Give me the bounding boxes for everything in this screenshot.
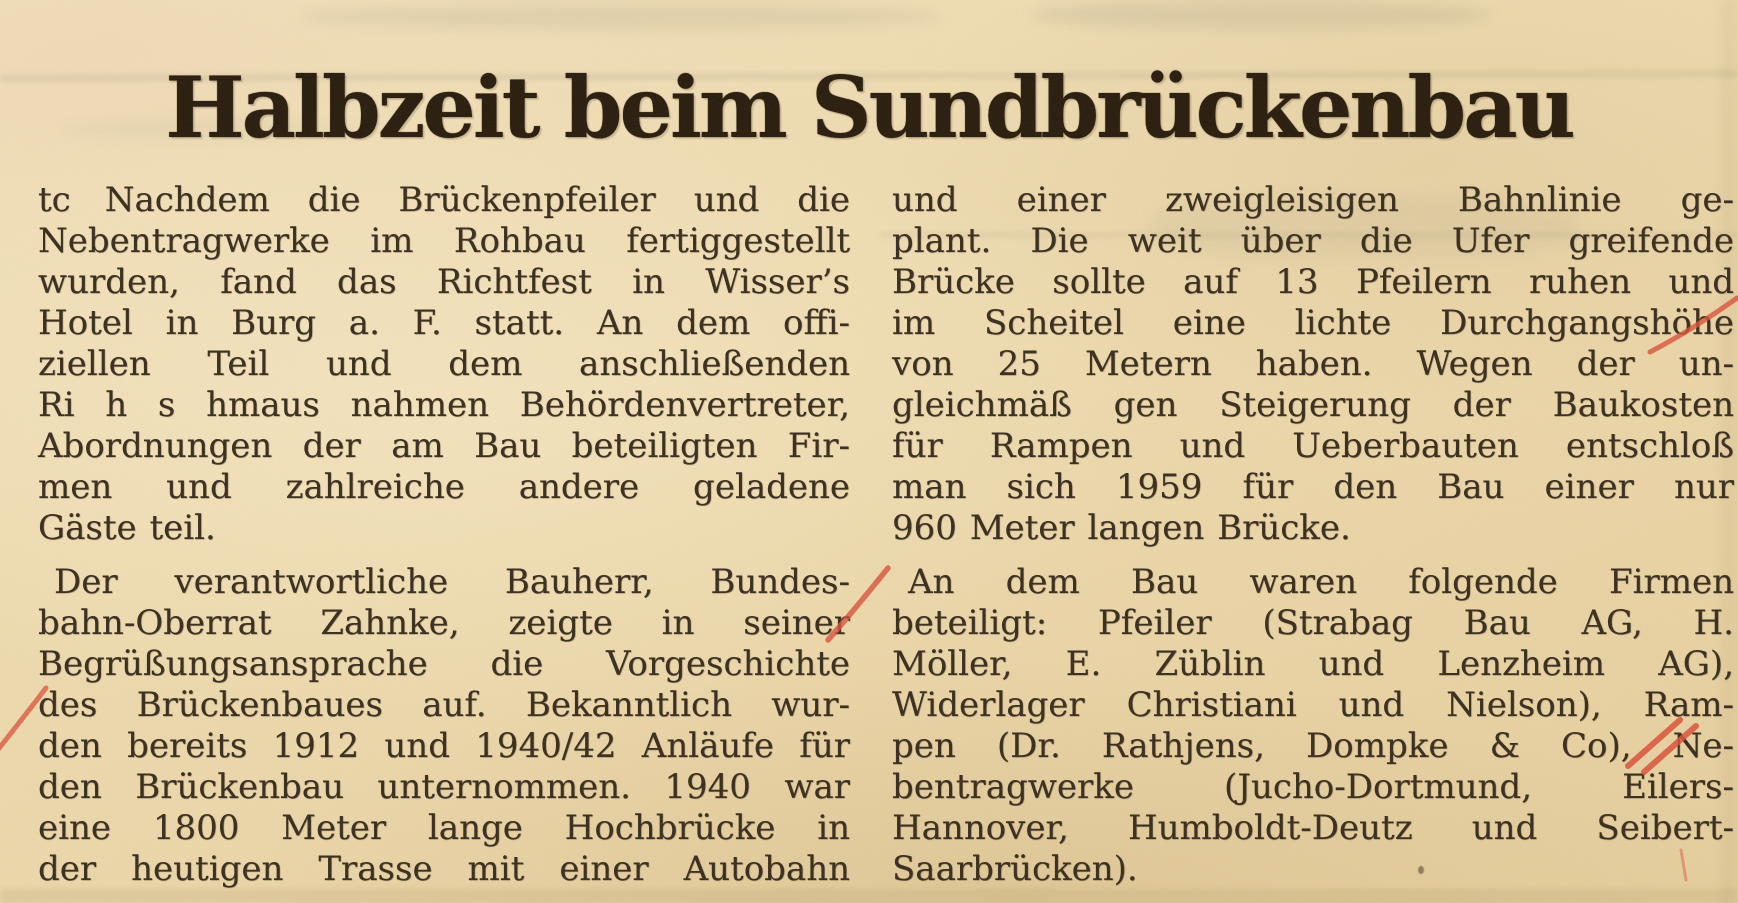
text-line: im Scheitel eine lichte Durchgangshöhe: [892, 303, 1734, 343]
text-line: gleichmäß gen Steigerung der Baukosten: [892, 385, 1734, 425]
text-line: Saarbrücken).: [892, 849, 1138, 889]
text-line: Der verantwortliche Bauherr, Bundes-: [54, 562, 850, 602]
text-line: pen (Dr. Rathjens, Dompke & Co), Ne-: [892, 726, 1734, 766]
print-through-smudge: [300, 4, 940, 30]
text-line: Widerlager Christiani und Nielson), Ram-: [892, 685, 1734, 725]
paragraph: [892, 180, 1734, 549]
text-line: bentragwerke (Jucho-Dortmund, Eilers-: [892, 767, 1734, 807]
text-line: und einer zweigleisigen Bahnlinie ge-: [892, 180, 1734, 220]
article-column-right: [892, 180, 1734, 890]
text-line: plant. Die weit über die Ufer greifende: [892, 221, 1734, 261]
text-line: Hannover, Humboldt-Deutz und Seibert-: [892, 808, 1734, 848]
text-line: ziellen Teil und dem anschließenden: [38, 344, 850, 384]
paragraph: [38, 562, 850, 890]
text-line: bahn-Oberrat Zahnke, zeigte in seiner: [38, 603, 850, 643]
text-line: Hotel in Burg a. F. statt. An dem offi-: [38, 303, 850, 343]
text-line: Gäste teil.: [38, 508, 216, 548]
text-line: wurden, fand das Richtfest in Wisser’s: [38, 262, 850, 302]
text-line: Abordnungen der am Bau beteiligten Fir-: [38, 426, 850, 466]
text-line: für Rampen und Ueberbauten entschloß: [892, 426, 1734, 466]
text-line: von 25 Metern haben. Wegen der un-: [892, 344, 1734, 384]
text-line: men und zahlreiche andere geladene: [38, 467, 850, 507]
text-line: des Brückenbaues auf. Bekanntlich wur-: [38, 685, 850, 725]
headline: Halbzeit beim Sundbrückenbau: [165, 58, 1573, 157]
text-line: 960 Meter langen Brücke.: [892, 508, 1351, 548]
print-through-smudge: [1030, 0, 1490, 30]
article-column-left: [38, 180, 850, 890]
text-line: Nebentragwerke im Rohbau fertiggestellt: [38, 221, 850, 261]
text-line: Möller, E. Züblin und Lenzheim AG),: [892, 644, 1734, 684]
text-line: An dem Bau waren folgende Firmen: [908, 562, 1734, 602]
text-line: beteiligt: Pfeiler (Strabag Bau AG, H.: [892, 603, 1734, 643]
paragraph: [892, 562, 1734, 890]
paper-edge-shadow: [0, 889, 1738, 903]
text-line: eine 1800 Meter lange Hochbrücke in: [38, 808, 850, 848]
paragraph: [38, 180, 850, 549]
text-line: Begrüßungsansprache die Vorgeschichte: [38, 644, 850, 684]
text-line: Brücke sollte auf 13 Pfeilern ruhen und: [892, 262, 1734, 302]
text-line: man sich 1959 für den Bau einer nur: [892, 467, 1734, 507]
text-line: den bereits 1912 und 1940/42 Anläufe für: [38, 726, 850, 766]
text-line: den Brückenbau unternommen. 1940 war: [38, 767, 850, 807]
text-line: Ri h s hmaus nahmen Behördenvertreter,: [38, 385, 850, 425]
text-line: der heutigen Trasse mit einer Autobahn: [38, 849, 850, 889]
text-line: tc Nachdem die Brückenpfeiler und die: [38, 180, 850, 220]
